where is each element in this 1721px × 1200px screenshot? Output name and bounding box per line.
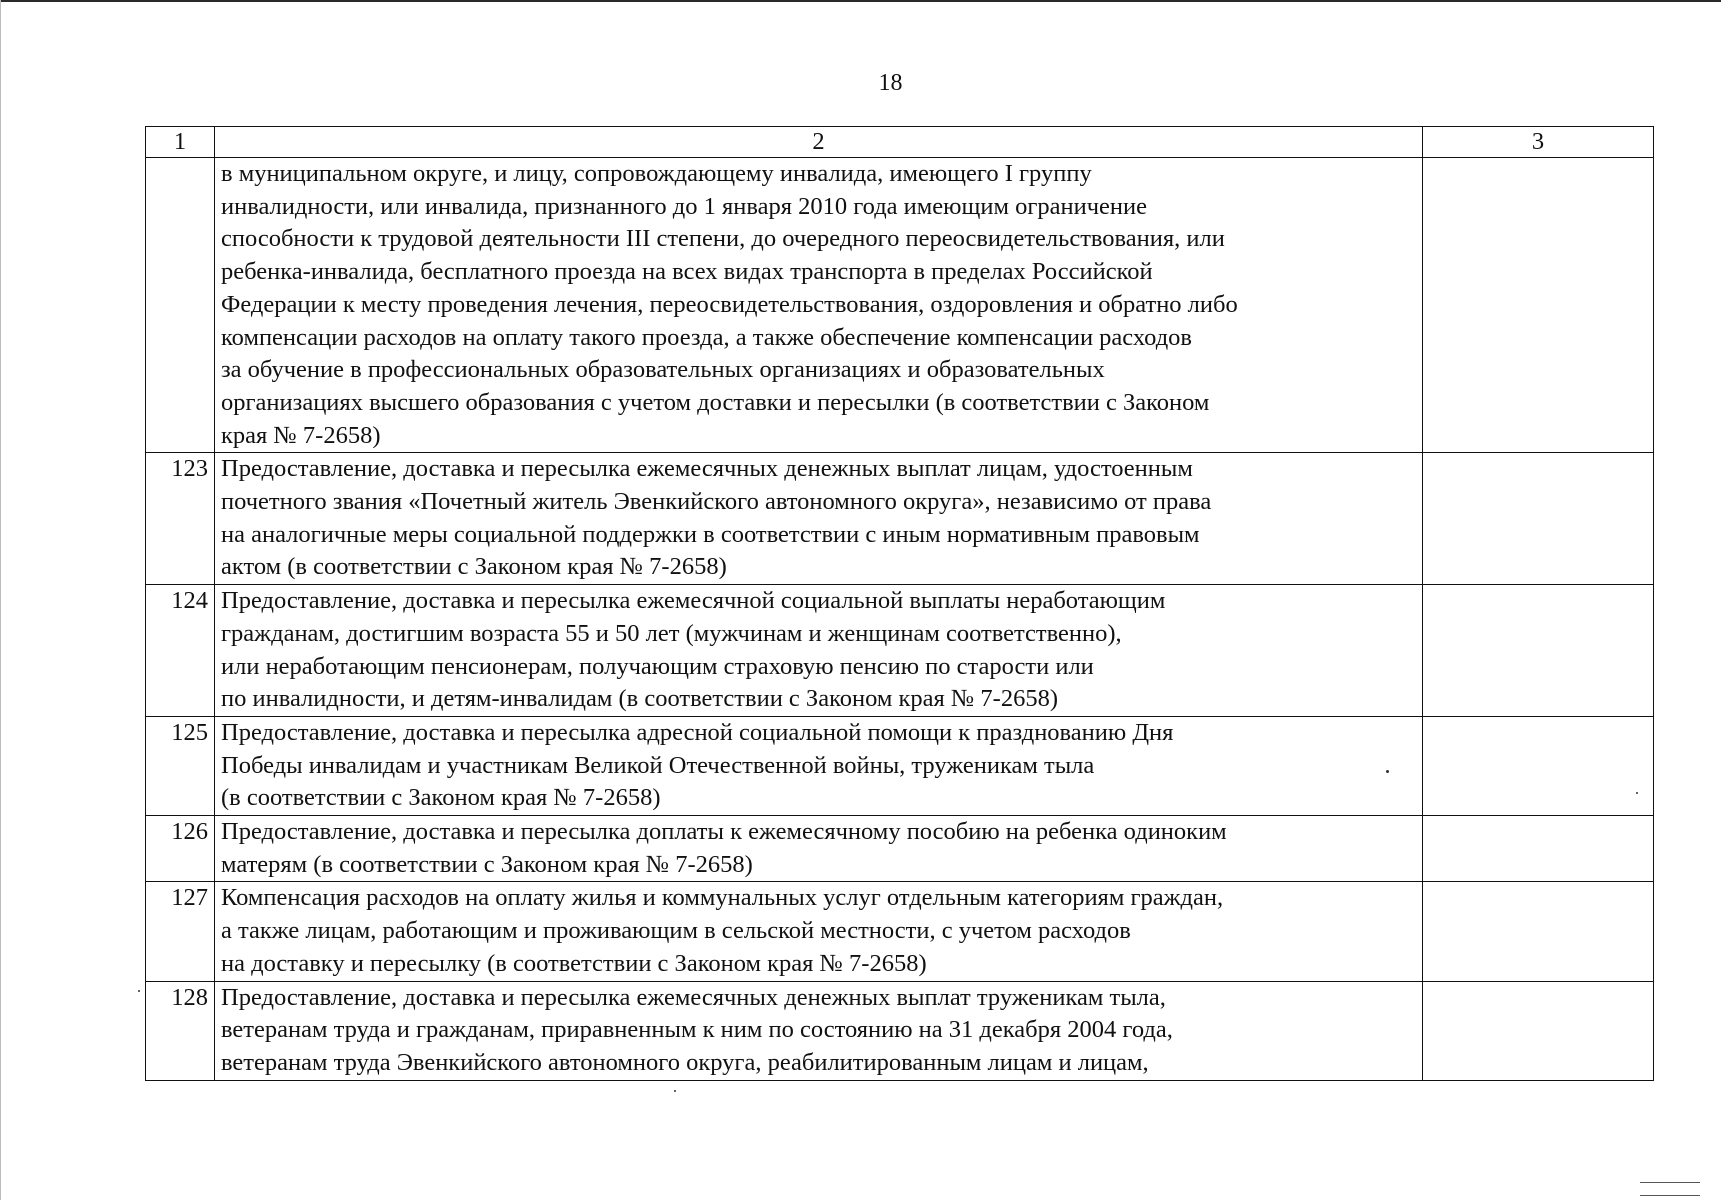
services-table: [145, 126, 1654, 1081]
table-row: [146, 981, 1654, 1080]
text-line: по инвалидности, и детям-инвалидам (в соответствии с Законом края № 7-2658): [221, 685, 1058, 713]
row-number: 123: [146, 453, 215, 585]
text-line: Предоставление, доставка и пересылка доплаты к ежемесячному пособию на ребенка одиноким: [221, 818, 1227, 846]
row-number: 125: [146, 716, 215, 815]
column-header-2: 2: [215, 127, 1423, 158]
table-row: [146, 453, 1654, 585]
text-line: способности к трудовой деятельности III степени, до очередного переосвидетельствования, или: [221, 225, 1225, 253]
text-line: на аналогичные меры социальной поддержки в соответствии с иным нормативным правовым: [221, 520, 1200, 548]
scan-speck: [1636, 792, 1638, 794]
text-line: ветеранам труда Эвенкийского автономного округа, реабилитированным лицам и лицам,: [221, 1048, 1149, 1076]
scan-edge-left: [0, 0, 1, 1200]
text-line: ребенка-инвалида, бесплатного проезда на всех видах транспорта в пределах Российской: [221, 258, 1153, 286]
scan-speck: [138, 990, 140, 992]
text-line: организациях высшего образования с учетом доставки и пересылки (в соответствии с Законом: [221, 388, 1210, 416]
text-line: за обучение в профессиональных образовательных организациях и образовательных: [221, 356, 1105, 384]
row-col3: [1423, 816, 1654, 882]
row-number: [146, 158, 215, 453]
scan-speck: [1386, 770, 1389, 773]
table-header-row: [146, 127, 1654, 158]
text-line: Победы инвалидам и участникам Великой Отечественной войны, труженикам тыла: [221, 751, 1095, 779]
column-header-3: 3: [1423, 127, 1654, 158]
row-text: [215, 585, 1423, 717]
table-row: [146, 158, 1654, 453]
scan-speck: [674, 1090, 676, 1092]
row-number: 128: [146, 981, 215, 1080]
row-col3: [1423, 453, 1654, 585]
column-header-1: 1: [146, 127, 215, 158]
text-line: Предоставление, доставка и пересылка ежемесячных денежных выплат лицам, удостоенным: [221, 455, 1193, 483]
text-line: Предоставление, доставка и пересылка адресной социальной помощи к празднованию Дня: [221, 718, 1174, 746]
row-text: [215, 453, 1423, 585]
scan-corner-mark: [1640, 1195, 1700, 1196]
text-line: края № 7-2658): [221, 421, 381, 449]
row-col3: [1423, 158, 1654, 453]
text-line: Компенсация расходов на оплату жилья и коммунальных услуг отдельным категориям граждан,: [221, 884, 1224, 912]
scan-corner-mark: [1640, 1182, 1700, 1183]
row-number: 126: [146, 816, 215, 882]
row-col3: [1423, 716, 1654, 815]
text-line: актом (в соответствии с Законом края № 7-2658): [221, 553, 727, 581]
table-row: [146, 882, 1654, 981]
text-line: компенсации расходов на оплату такого проезда, а также обеспечение компенсации расходов: [221, 323, 1193, 351]
row-text: [215, 716, 1423, 815]
text-line: а также лицам, работающим и проживающим в сельской местности, с учетом расходов: [221, 917, 1131, 945]
text-line: гражданам, достигшим возраста 55 и 50 лет (мужчинам и женщинам соответственно),: [221, 619, 1122, 647]
text-line: матерям (в соответствии с Законом края № 7-2658): [221, 850, 753, 878]
text-line: ветеранам труда и гражданам, приравненным к ним по состоянию на 31 декабря 2004 года,: [221, 1016, 1173, 1044]
table-row: [146, 585, 1654, 717]
text-line: в муниципальном округе, и лицу, сопровождающему инвалида, имеющего I группу: [221, 160, 1092, 187]
text-line: инвалидности, или инвалида, признанного до 1 января 2010 года имеющим ограничение: [221, 192, 1148, 220]
page-number: 18: [878, 70, 903, 96]
row-col3: [1423, 981, 1654, 1080]
text-line: Предоставление, доставка и пересылка ежемесячных денежных выплат труженикам тыла,: [221, 983, 1166, 1011]
table-row: [146, 816, 1654, 882]
row-number: 124: [146, 585, 215, 717]
text-line: почетного звания «Почетный житель Эвенкийского автономного округа», независимо от права: [221, 488, 1212, 516]
scan-edge-top: [0, 0, 1721, 2]
text-line: Федерации к месту проведения лечения, переосвидетельствования, оздоровления и обратно либо: [221, 290, 1238, 318]
row-text: [215, 981, 1423, 1080]
row-text: [215, 882, 1423, 981]
row-text: [215, 158, 1423, 453]
text-line: Предоставление, доставка и пересылка ежемесячной социальной выплаты неработающим: [221, 587, 1166, 615]
text-line: (в соответствии с Законом края № 7-2658): [221, 784, 661, 812]
table-row: [146, 716, 1654, 815]
row-number: 127: [146, 882, 215, 981]
text-line: или неработающим пенсионерам, получающим страховую пенсию по старости или: [221, 652, 1094, 680]
row-col3: [1423, 585, 1654, 717]
row-col3: [1423, 882, 1654, 981]
text-line: на доставку и пересылку (в соответствии с Законом края № 7-2658): [221, 949, 927, 977]
row-text: [215, 816, 1423, 882]
